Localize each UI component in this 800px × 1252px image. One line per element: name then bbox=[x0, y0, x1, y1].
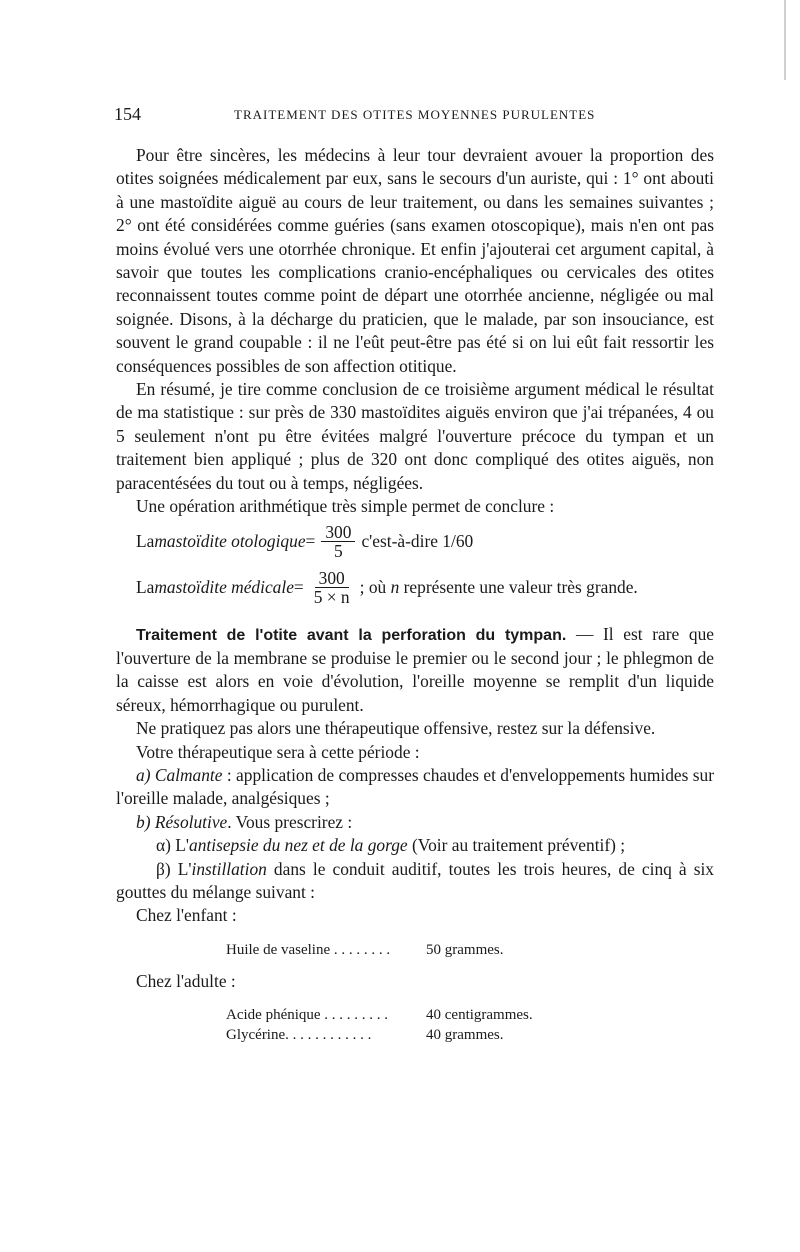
section-heading: Traitement de l'otite avant la perforation du tympan. bbox=[136, 626, 567, 644]
fraction-denominator: 5 × n bbox=[313, 587, 350, 607]
ingredient-qty: 40 centigrammes. bbox=[426, 1007, 533, 1024]
formula-suffix: c'est-à-dire 1/60 bbox=[361, 530, 474, 551]
recipe-heading-child: Chez l'enfant : bbox=[136, 905, 237, 926]
formula-prefix: La bbox=[136, 576, 155, 597]
ingredient-row bbox=[116, 940, 714, 960]
page-number: 154 bbox=[114, 104, 141, 124]
ingredient-qty: 40 grammes. bbox=[426, 1027, 504, 1044]
fraction-numerator: 300 bbox=[321, 523, 355, 542]
formula-term: mastoïdite médicale bbox=[154, 576, 294, 597]
item-b: b) Résolutive. Vous prescrirez : bbox=[136, 811, 353, 832]
fraction bbox=[321, 523, 355, 560]
formula-otologique bbox=[116, 519, 714, 565]
paragraph: Votre thérapeutique sera à cette période : bbox=[136, 741, 420, 762]
formula-equals: = bbox=[293, 576, 304, 597]
ingredient-name: Acide phénique . . . . . . . . . bbox=[226, 1007, 389, 1024]
section-paragraph: Traitement de l'otite avant la perforation du tympan. — Il est rare que l'ouverture de la membrane se produise le premier ou le second jour ; le phlegmon de la caisse est alors en voie d'évolution, l'oreille moyenne se remplit d'un liquide séreux, hémorrhagique ou purulent. bbox=[116, 623, 714, 715]
ingredient-qty: 50 grammes. bbox=[426, 941, 504, 958]
formula-term: mastoïdite otologique bbox=[154, 530, 306, 551]
ingredient-row bbox=[116, 1005, 714, 1025]
formula-medicale bbox=[116, 565, 714, 611]
paragraph: En résumé, je tire comme conclusion de ce troisième argument médical le résultat de ma statistique : sur près de 330 mastoïdites aiguës environ que j'ai trépanées, 4 ou 5 seulement n'ont pu être évitées malgré l'ouverture précoce du tympan et un traitement bien appliqué ; plus de 320 ont donc compliqué des otites aiguës, non paracentésées du tout ou à temps, négligées. bbox=[116, 379, 714, 493]
page-header bbox=[114, 104, 714, 126]
ingredient-name: Glycérine. . . . . . . . . . . . bbox=[226, 1027, 372, 1044]
paragraph: Ne pratiquez pas alors une thérapeutique offensive, restez sur la défensive. bbox=[136, 718, 656, 739]
paragraph: Pour être sincères, les médecins à leur tour devraient avouer la proportion des otites soignées médicalement par eux, sans le secours d'un auriste, qui : 1° ont abouti à une mastoïdite aiguë au cours de leur traitement, ou dans les semaines suivantes ; 2° ont été considérées comme guéries (sans examen otoscopique), mais n'en ont pas moins évolué vers une otorrhée chronique. Et enfin j'ajouterai cet argument capital, à savoir que toutes les complications cranio-encéphaliques ou cervicales des otites reconnaissent toutes comme point de départ une otorrhée ancienne, négligée ou mal soignée. Disons, à la décharge du praticien, que le malade, par son insouciance, est souvent le grand coupable : il ne l'eût peut-être pas été si on lui eût fait ressortir les conséquences possibles de son affection otitique. bbox=[116, 145, 714, 376]
item-a: a) Calmante : application de compresses chaudes et d'enveloppements humides sur l'oreille malade, analgésiques ; bbox=[116, 764, 714, 809]
ingredient-name: Huile de vaseline . . . . . . . . bbox=[226, 941, 391, 958]
fraction-denominator: 5 bbox=[334, 541, 343, 561]
page-edge bbox=[784, 0, 800, 80]
recipe-heading-adult: Chez l'adulte : bbox=[136, 970, 236, 991]
fraction-numerator: 300 bbox=[315, 569, 349, 588]
formula-equals: = bbox=[305, 530, 316, 551]
paragraph: Une opération arithmétique très simple permet de conclure : bbox=[136, 496, 555, 517]
item-beta: β) L'instillation dans le conduit auditif, toutes les trois heures, de cinq à six gouttes du mélange suivant : bbox=[116, 858, 715, 902]
formula-suffix: ; où n représente une valeur très grande. bbox=[359, 576, 638, 597]
page-body bbox=[116, 144, 714, 1045]
running-head: TRAITEMENT DES OTITES MOYENNES PURULENTES bbox=[234, 107, 596, 122]
fraction bbox=[310, 569, 354, 606]
formula-prefix: La bbox=[136, 530, 155, 551]
ingredient-row bbox=[116, 1025, 714, 1045]
item-alpha: α) L'antisepsie du nez et de la gorge (Voir au traitement préventif) ; bbox=[156, 835, 626, 856]
